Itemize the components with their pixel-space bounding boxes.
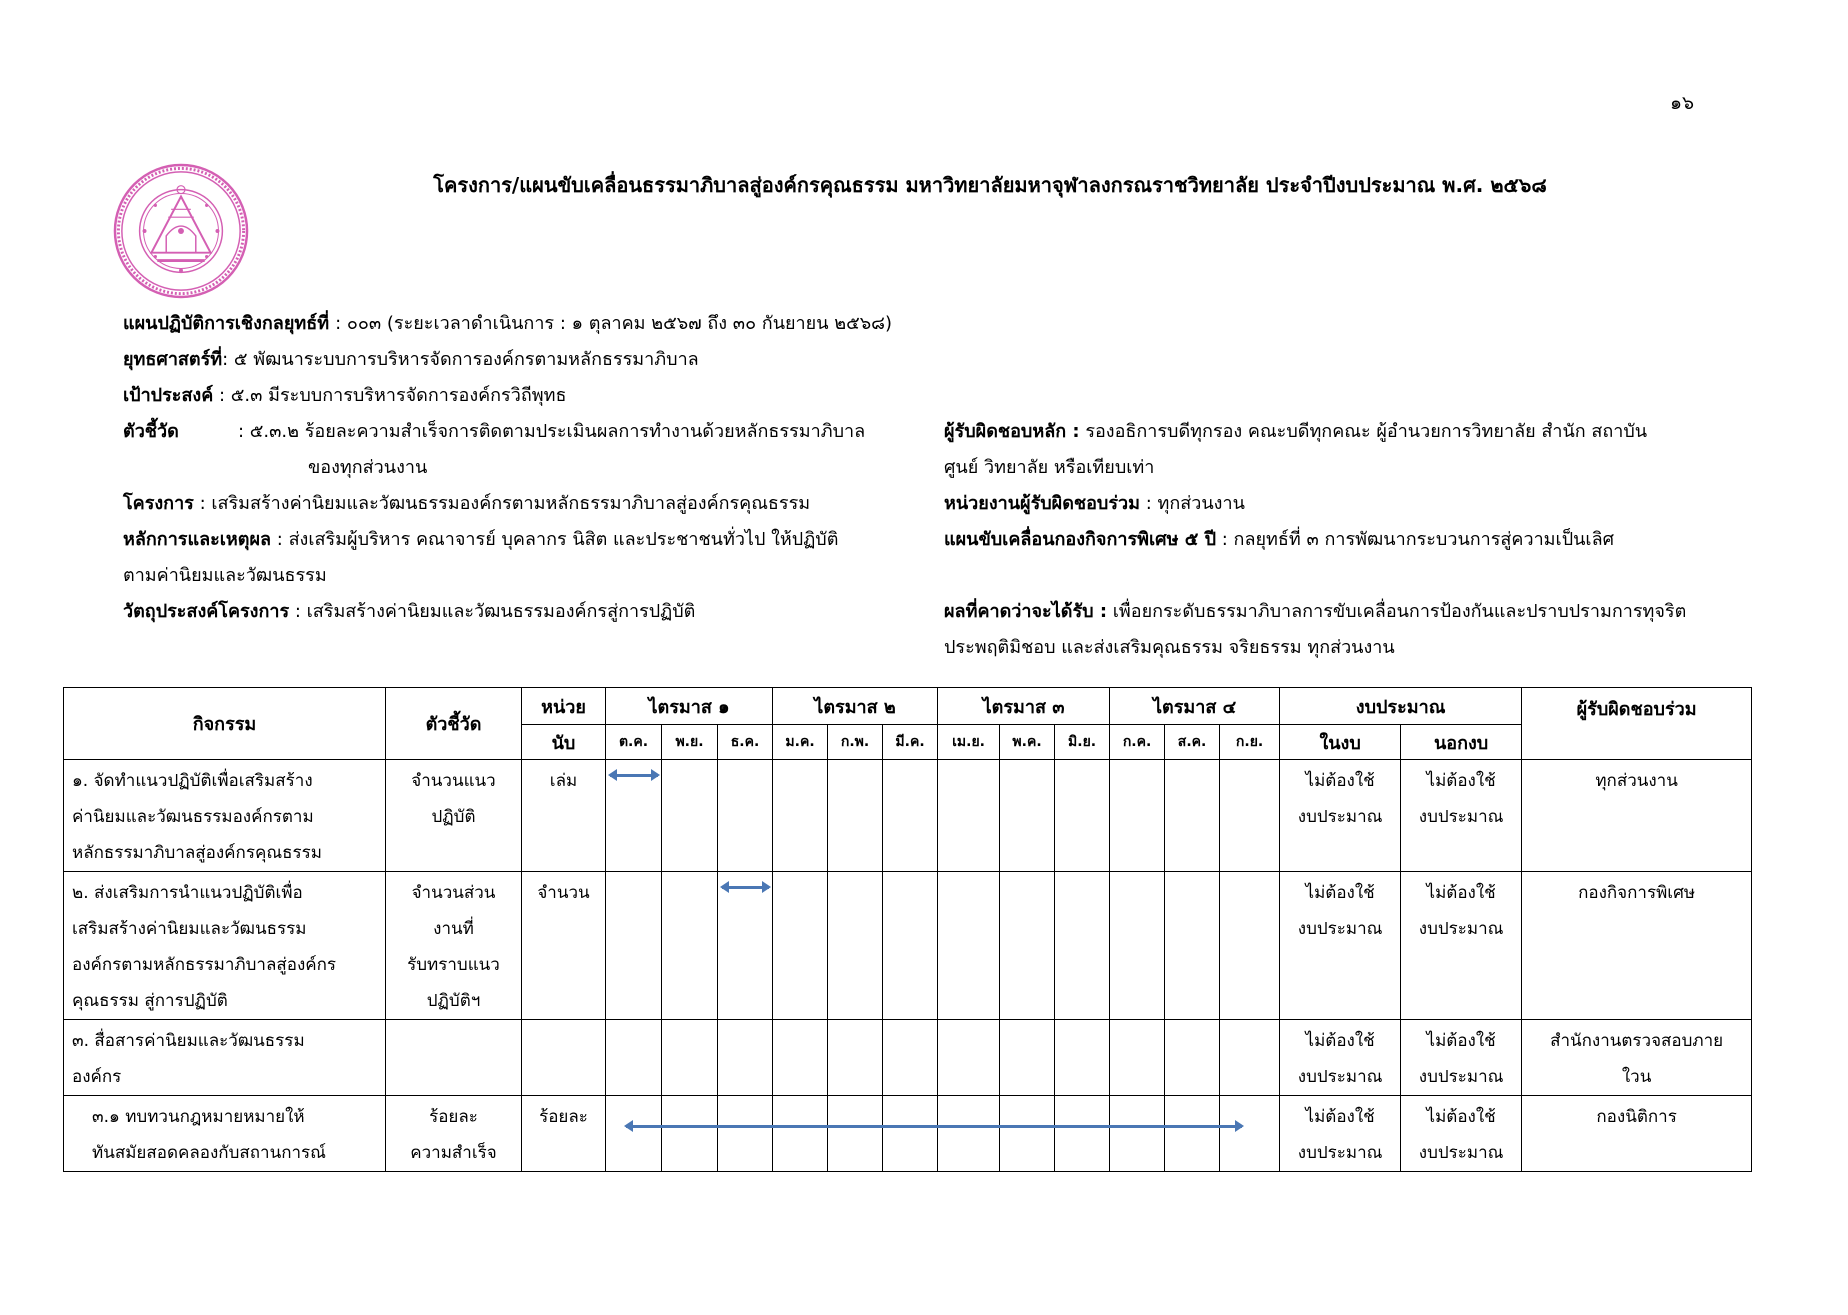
month-cell bbox=[1165, 1020, 1220, 1096]
activity-cell bbox=[64, 760, 386, 872]
page-number: ๑๖ bbox=[1670, 92, 1695, 114]
objective-label: วัตถุประสงค์โครงการ bbox=[123, 601, 290, 622]
co-unit-value: : ทุกส่วนงาน bbox=[1140, 493, 1245, 514]
timeline-arrow bbox=[722, 886, 769, 889]
month-cell bbox=[1000, 1020, 1055, 1096]
header-unit: หน่วย bbox=[522, 688, 606, 725]
in-budget-cell-line: ไม่ต้องใช้ bbox=[1305, 883, 1375, 903]
header-month: มี.ค. bbox=[883, 725, 938, 760]
off-budget-cell bbox=[1401, 760, 1522, 872]
off-budget-cell-line: งบประมาณ bbox=[1418, 807, 1504, 827]
month-cell bbox=[1220, 1096, 1280, 1172]
off-budget-cell-line: ไม่ต้องใช้ bbox=[1426, 1031, 1496, 1051]
activity-cell bbox=[64, 1096, 386, 1172]
unit-cell bbox=[522, 1020, 606, 1096]
in-budget-cell-line: งบประมาณ bbox=[1297, 807, 1383, 827]
month-cell bbox=[1000, 1096, 1055, 1172]
special-plan-label: แผนขับเคลื่อนกองกิจการพิเศษ ๕ ปี bbox=[944, 529, 1217, 550]
in-budget-cell-line: งบประมาณ bbox=[1297, 919, 1383, 939]
month-cell bbox=[1110, 1020, 1165, 1096]
header-unit-2: นับ bbox=[522, 725, 606, 760]
activity-cell-line: เสริมสร้างค่านิยมและวัฒนธรรม bbox=[72, 919, 307, 939]
expected-label: ผลที่คาดว่าจะได้รับ : bbox=[944, 601, 1108, 622]
activity-cell-line: ๒. ส่งเสริมการนำแนวปฏิบัติเพื่อ bbox=[72, 883, 303, 903]
plan-label: แผนปฏิบัติการเชิงกลยุทธ์ที่ bbox=[123, 313, 330, 334]
responsible-value-2: ศูนย์ วิทยาลัย หรือเทียบเท่า bbox=[944, 457, 1155, 478]
header-month: ก.ค. bbox=[1110, 725, 1165, 760]
header-month: ธ.ค. bbox=[718, 725, 773, 760]
indicator-cell-line: จำนวนส่วน bbox=[411, 883, 496, 903]
activity-cell-line: คุณธรรม สู่การปฏิบัติ bbox=[72, 991, 228, 1011]
goal-label: เป้าประสงค์ bbox=[123, 385, 214, 406]
co-unit-label: หน่วยงานผู้รับผิดชอบร่วม bbox=[944, 493, 1140, 514]
month-cell bbox=[883, 760, 938, 872]
month-cell bbox=[773, 1020, 828, 1096]
header-off-budget: นอกงบ bbox=[1401, 725, 1522, 760]
off-budget-cell bbox=[1401, 1020, 1522, 1096]
month-cell bbox=[606, 1096, 662, 1172]
header-month: พ.ย. bbox=[662, 725, 718, 760]
project-value: : เสริมสร้างค่านิยมและวัฒนธรรมองค์กรตามหลักธรรมาภิบาลสู่องค์กรคุณธรรม bbox=[193, 493, 811, 514]
university-seal-logo bbox=[112, 162, 250, 300]
month-cell bbox=[718, 760, 773, 872]
activity-cell-line: ๑. จัดทำแนวปฏิบัติเพื่อเสริมสร้าง bbox=[72, 771, 313, 791]
indicator-cell-line: ปฏิบัติ bbox=[431, 807, 476, 827]
off-budget-cell-line: ไม่ต้องใช้ bbox=[1426, 771, 1496, 791]
co-responsible-cell bbox=[1522, 1020, 1752, 1096]
header-month: ม.ค. bbox=[773, 725, 828, 760]
month-cell bbox=[1055, 760, 1110, 872]
month-cell bbox=[1220, 872, 1280, 1020]
off-budget-cell bbox=[1401, 1096, 1522, 1172]
month-cell bbox=[773, 760, 828, 872]
header-month: มิ.ย. bbox=[1055, 725, 1110, 760]
project-label: โครงการ bbox=[123, 493, 194, 514]
unit-cell-line: จำนวน bbox=[537, 883, 590, 903]
activity-cell bbox=[64, 872, 386, 1020]
month-cell bbox=[1055, 1020, 1110, 1096]
month-cell bbox=[883, 1020, 938, 1096]
month-cell bbox=[828, 1096, 883, 1172]
in-budget-cell bbox=[1280, 1020, 1401, 1096]
co-responsible-cell bbox=[1522, 1096, 1752, 1172]
unit-cell bbox=[522, 760, 606, 872]
timeline-arrow bbox=[610, 774, 658, 777]
responsible-label: ผู้รับผิดชอบหลัก : bbox=[944, 421, 1080, 442]
co-responsible-cell-line: ใวน bbox=[1621, 1067, 1652, 1087]
in-budget-cell-line: ไม่ต้องใช้ bbox=[1305, 1031, 1375, 1051]
off-budget-cell bbox=[1401, 872, 1522, 1020]
activity-cell-line: องค์กรตามหลักธรรมาภิบาลสู่องค์กร bbox=[72, 955, 337, 975]
rationale-value: : ส่งเสริมผู้บริหาร คณาจารย์ บุคลากร นิสิต และประชาชนทั่วไป ให้ปฏิบัติ bbox=[271, 529, 839, 550]
strategy-label: ยุทธศาสตร์ที่ bbox=[123, 349, 223, 370]
header-month: ก.พ. bbox=[828, 725, 883, 760]
unit-cell-line: เล่ม bbox=[549, 771, 578, 791]
indicator-value: : ๕.๓.๒ ร้อยละความสำเร็จการติดตามประเมินผลการทำงานด้วยหลักธรรมาภิบาล bbox=[238, 421, 866, 442]
header-co-responsible: ผู้รับผิดชอบร่วม bbox=[1522, 688, 1752, 760]
month-cell bbox=[938, 872, 1000, 1020]
in-budget-cell-line: ไม่ต้องใช้ bbox=[1305, 1107, 1375, 1127]
month-cell bbox=[606, 872, 662, 1020]
table-body bbox=[64, 760, 1752, 1172]
indicator-cell-line: ปฏิบัติฯ bbox=[426, 991, 481, 1011]
activity-cell-line: ทันสมัยสอดคลองกับสถานการณ์ bbox=[92, 1143, 326, 1163]
rationale-value-2: ตามค่านิยมและวัฒนธรรม bbox=[123, 565, 327, 586]
month-cell bbox=[1055, 872, 1110, 1020]
header-quarter-1: ไตรมาส ๑ bbox=[606, 688, 773, 725]
off-budget-cell-line: ไม่ต้องใช้ bbox=[1426, 883, 1496, 903]
rationale-label: หลักการและเหตุผล bbox=[123, 529, 272, 550]
in-budget-cell bbox=[1280, 872, 1401, 1020]
month-cell bbox=[662, 760, 718, 872]
co-responsible-cell-line: กองนิติการ bbox=[1596, 1107, 1677, 1127]
in-budget-cell-line: งบประมาณ bbox=[1297, 1067, 1383, 1087]
responsible-value: รองอธิการบดีทุกรอง คณะบดีทุกคณะ ผู้อำนวยการวิทยาลัย สำนัก สถาบัน bbox=[1079, 421, 1648, 442]
month-cell bbox=[938, 1096, 1000, 1172]
activity-cell-line: ค่านิยมและวัฒนธรรมองค์กรตาม bbox=[72, 807, 314, 827]
month-cell bbox=[1220, 1020, 1280, 1096]
header-month: ส.ค. bbox=[1165, 725, 1220, 760]
header-month: ต.ค. bbox=[606, 725, 662, 760]
in-budget-cell bbox=[1280, 1096, 1401, 1172]
header-budget: งบประมาณ bbox=[1280, 688, 1522, 725]
off-budget-cell-line: งบประมาณ bbox=[1418, 1067, 1504, 1087]
co-responsible-cell-line: ทุกส่วนงาน bbox=[1595, 771, 1678, 791]
month-cell bbox=[606, 1020, 662, 1096]
strategy-value: : ๕ พัฒนาระบบการบริหารจัดการองค์กรตามหลักธรรมาภิบาล bbox=[222, 349, 699, 370]
month-cell bbox=[883, 1096, 938, 1172]
month-cell bbox=[938, 760, 1000, 872]
month-cell bbox=[662, 872, 718, 1020]
indicator-cell-line: จำนวนแนว bbox=[411, 771, 496, 791]
table-row bbox=[64, 1096, 1752, 1172]
expected-value: เพื่อยกระดับธรรมาภิบาลการขับเคลื่อนการป้องกันและปราบปรามการทุจริต bbox=[1107, 601, 1687, 622]
co-responsible-cell bbox=[1522, 760, 1752, 872]
header-month: ก.ย. bbox=[1220, 725, 1280, 760]
month-cell bbox=[1165, 760, 1220, 872]
indicator-cell-line: รับทราบแนว bbox=[407, 955, 500, 975]
header-quarter-3: ไตรมาส ๓ bbox=[938, 688, 1110, 725]
indicator-cell bbox=[386, 1020, 522, 1096]
co-responsible-cell-line: สำนักงานตรวจสอบภาย bbox=[1550, 1031, 1724, 1051]
activity-cell bbox=[64, 1020, 386, 1096]
month-cell bbox=[662, 1020, 718, 1096]
activity-plan-table bbox=[63, 687, 1752, 1172]
expected-value-2: ประพฤติมิชอบ และส่งเสริมคุณธรรม จริยธรรม ทุกส่วนงาน bbox=[944, 637, 1395, 658]
header-month: เม.ย. bbox=[938, 725, 1000, 760]
goal-value: : ๕.๓ มีระบบการบริหารจัดการองค์กรวิถีพุทธ bbox=[213, 385, 567, 406]
activity-cell-line: องค์กร bbox=[72, 1067, 122, 1087]
month-cell bbox=[828, 760, 883, 872]
table-row bbox=[64, 760, 1752, 872]
table-row bbox=[64, 872, 1752, 1020]
activity-cell-line: ๓.๑ ทบทวนกฎหมายหมายให้ bbox=[92, 1107, 305, 1127]
indicator-cell bbox=[386, 1096, 522, 1172]
indicator-cell-line: ร้อยละ bbox=[429, 1107, 478, 1127]
unit-cell bbox=[522, 872, 606, 1020]
header-indicator: ตัวชี้วัด bbox=[386, 688, 522, 760]
document-title: โครงการ/แผนขับเคลื่อนธรรมาภิบาลสู่องค์กรคุณธรรม มหาวิทยาลัยมหาจุฬาลงกรณราชวิทยาลัย ประจำปีงบประมาณ พ.ศ. ๒๕๖๘ bbox=[433, 173, 1547, 197]
activity-cell-line: ๓. สื่อสารค่านิยมและวัฒนธรรม bbox=[72, 1031, 305, 1051]
co-responsible-cell-line: กองกิจการพิเศษ bbox=[1578, 883, 1696, 903]
indicator-value-2: ของทุกส่วนงาน bbox=[308, 457, 428, 478]
activity-cell-line: หลักธรรมาภิบาลสู่องค์กรคุณธรรม bbox=[72, 843, 322, 863]
header-activity: กิจกรรม bbox=[64, 688, 386, 760]
month-cell bbox=[938, 1020, 1000, 1096]
month-cell bbox=[1055, 1096, 1110, 1172]
in-budget-cell bbox=[1280, 760, 1401, 872]
header-month: พ.ค. bbox=[1000, 725, 1055, 760]
indicator-cell bbox=[386, 760, 522, 872]
off-budget-cell-line: ไม่ต้องใช้ bbox=[1426, 1107, 1496, 1127]
objective-value: : เสริมสร้างค่านิยมและวัฒนธรรมองค์กรสู่การปฏิบัติ bbox=[289, 601, 696, 622]
month-cell bbox=[1165, 872, 1220, 1020]
month-cell bbox=[718, 1020, 773, 1096]
table-row bbox=[64, 1020, 1752, 1096]
special-plan-value: : กลยุทธ์ที่ ๓ การพัฒนากระบวนการสู่ความเป็นเลิศ bbox=[1216, 529, 1615, 550]
month-cell bbox=[718, 872, 773, 1020]
month-cell bbox=[773, 872, 828, 1020]
indicator-cell bbox=[386, 872, 522, 1020]
in-budget-cell-line: งบประมาณ bbox=[1297, 1143, 1383, 1163]
month-cell bbox=[1110, 760, 1165, 872]
co-responsible-cell bbox=[1522, 872, 1752, 1020]
off-budget-cell-line: งบประมาณ bbox=[1418, 1143, 1504, 1163]
month-cell bbox=[606, 760, 662, 872]
month-cell bbox=[828, 1020, 883, 1096]
month-cell bbox=[1165, 1096, 1220, 1172]
plan-value: : ๐๐๓ (ระยะเวลาดำเนินการ : ๑ ตุลาคม ๒๕๖๗ ถึง ๓๐ กันยายน ๒๕๖๘) bbox=[335, 313, 893, 334]
month-cell bbox=[883, 872, 938, 1020]
header-in-budget: ในงบ bbox=[1280, 725, 1401, 760]
month-cell bbox=[1110, 1096, 1165, 1172]
indicator-label: ตัวชี้วัด bbox=[123, 421, 179, 442]
month-cell bbox=[773, 1096, 828, 1172]
unit-cell-line: ร้อยละ bbox=[539, 1107, 588, 1127]
off-budget-cell-line: งบประมาณ bbox=[1418, 919, 1504, 939]
header-quarter-2: ไตรมาส ๒ bbox=[773, 688, 938, 725]
month-cell bbox=[828, 872, 883, 1020]
header-quarter-4: ไตรมาส ๔ bbox=[1110, 688, 1280, 725]
month-cell bbox=[1220, 760, 1280, 872]
indicator-cell-line: ความสำเร็จ bbox=[410, 1143, 497, 1163]
month-cell bbox=[1000, 760, 1055, 872]
month-cell bbox=[1110, 872, 1165, 1020]
indicator-cell-line: งานที่ bbox=[433, 919, 474, 939]
month-cell bbox=[1000, 872, 1055, 1020]
unit-cell bbox=[522, 1096, 606, 1172]
month-cell bbox=[718, 1096, 773, 1172]
in-budget-cell-line: ไม่ต้องใช้ bbox=[1305, 771, 1375, 791]
month-cell bbox=[662, 1096, 718, 1172]
